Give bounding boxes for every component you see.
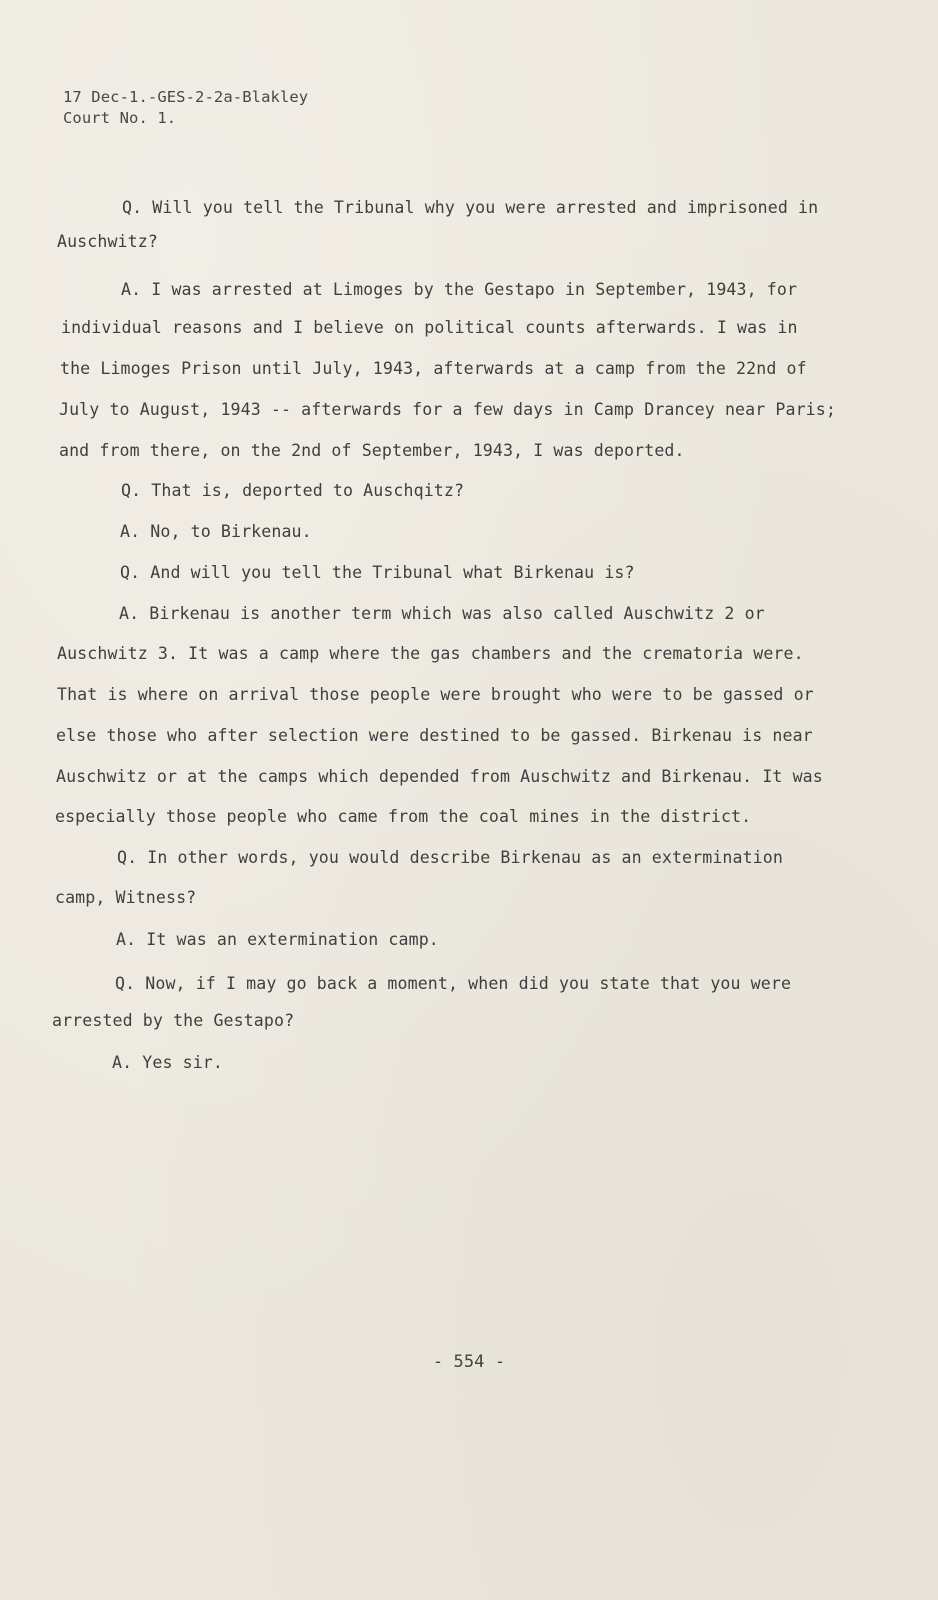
transcript-line: Q. And will you tell the Tribunal what Birkenau is? bbox=[120, 563, 635, 582]
transcript-line: That is where on arrival those people were brought who were to be gassed or bbox=[57, 685, 814, 704]
transcript-line: the Limoges Prison until July, 1943, afterwards at a camp from the 22nd of bbox=[60, 359, 807, 378]
transcript-line: July to August, 1943 -- afterwards for a few days in Camp Drancey near Paris; bbox=[59, 400, 836, 419]
transcript-line: camp, Witness? bbox=[55, 888, 197, 907]
transcript-line: Q. That is, deported to Auschqitz? bbox=[121, 481, 465, 500]
transcript-line: A. Yes sir. bbox=[112, 1053, 223, 1072]
transcript-line: especially those people who came from the coal mines in the district. bbox=[55, 807, 752, 826]
transcript-line: Q. Will you tell the Tribunal why you were arrested and imprisoned in bbox=[122, 198, 819, 217]
document-header bbox=[63, 87, 308, 129]
header-court: Court No. 1. bbox=[63, 109, 177, 127]
page-number: - 554 - bbox=[432, 1352, 506, 1372]
transcript-line: Auschwitz? bbox=[57, 232, 158, 251]
transcript-line: Q. Now, if I may go back a moment, when did you state that you were bbox=[115, 974, 792, 993]
transcript-line: Q. In other words, you would describe Birkenau as an extermination bbox=[117, 848, 783, 867]
transcript-line: Auschwitz 3. It was a camp where the gas chambers and the crematoria were. bbox=[57, 644, 804, 663]
transcript-line: Auschwitz or at the camps which depended from Auschwitz and Birkenau. It was bbox=[56, 767, 823, 786]
transcript-line: A. No, to Birkenau. bbox=[120, 522, 312, 541]
transcript-line: A. It was an extermination camp. bbox=[116, 930, 439, 949]
transcript-line: individual reasons and I believe on political counts afterwards. I was in bbox=[61, 318, 798, 337]
transcript-line: arrested by the Gestapo? bbox=[52, 1011, 295, 1030]
transcript-line: else those who after selection were destined to be gassed. Birkenau is near bbox=[56, 726, 813, 745]
transcript-line: A. I was arrested at Limoges by the Gestapo in September, 1943, for bbox=[121, 280, 798, 299]
header-reference: 17 Dec-1.-GES-2-2a-Blakley bbox=[63, 88, 309, 106]
transcript-line: and from there, on the 2nd of September, 1943, I was deported. bbox=[59, 441, 685, 460]
transcript-line: A. Birkenau is another term which was also called Auschwitz 2 or bbox=[119, 604, 765, 623]
